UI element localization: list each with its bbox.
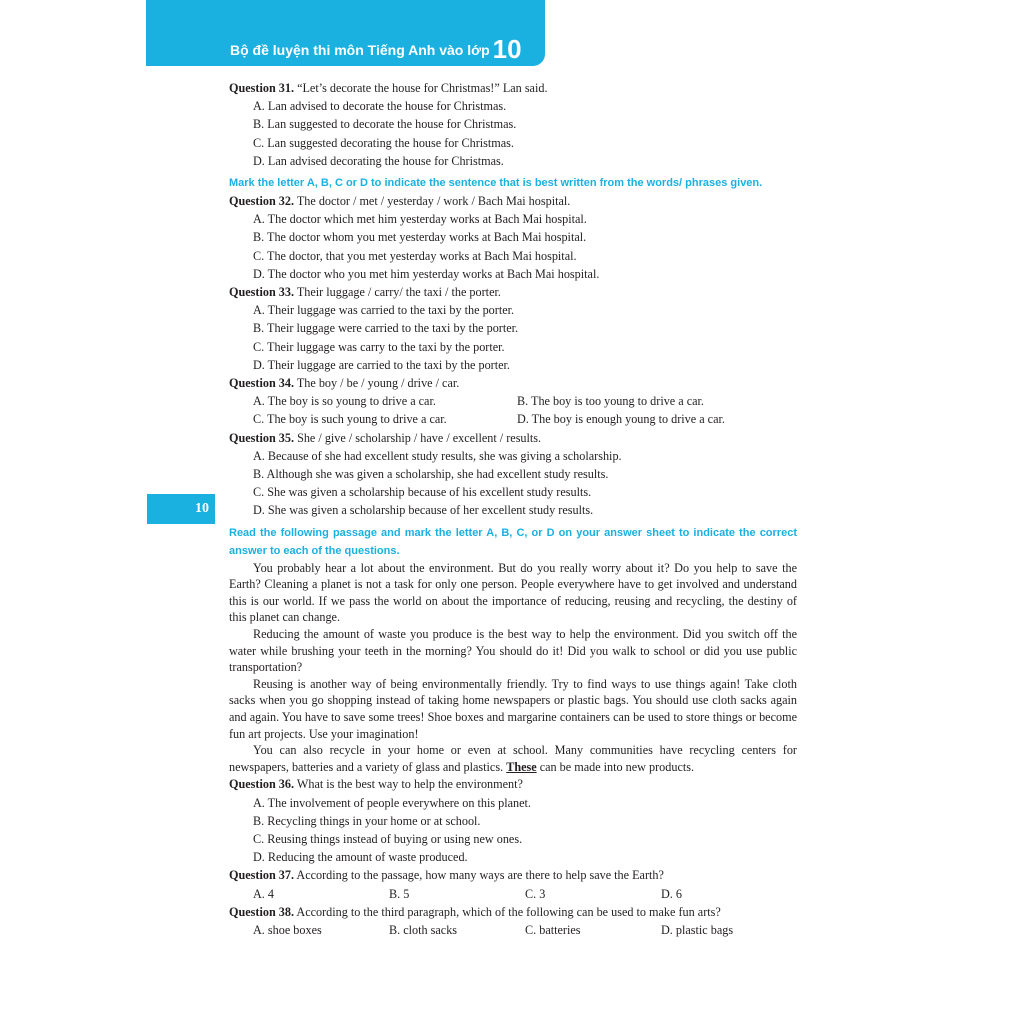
question-label: Question 36.	[229, 777, 295, 792]
option-b: B. Although she was given a scholarship, she had excellent study results.	[253, 467, 609, 482]
option-row	[229, 921, 797, 939]
option-a: A. The boy is so young to drive a car.	[253, 394, 436, 409]
option-b: B. The boy is too young to drive a car.	[517, 394, 704, 409]
page-number: 10	[195, 501, 209, 516]
option-c: C. She was given a scholarship because of his excellent study results.	[253, 485, 592, 500]
passage-paragraph-3: Reusing is another way of being environmentally friendly. Try to find ways to use things again! Take cloth sacks when you go shopping instead of taking home newspapers or plastic bags. You should use cloth sacks again and again. You have to save some trees! Shoe boxes and margarine containers can be used to store things or become fun art projects. Use your imagination!	[229, 676, 797, 741]
passage-paragraph-4	[229, 742, 797, 775]
question-37	[229, 866, 797, 884]
question-35	[229, 429, 797, 447]
book-title	[230, 34, 522, 64]
option-b: B. cloth sacks	[389, 923, 458, 938]
option-a: A. Their luggage was carried to the taxi by the porter.	[253, 303, 515, 318]
option-a: A. Because of she had excellent study results, she was giving a scholarship.	[253, 448, 622, 463]
option-d: D. 6	[661, 886, 682, 901]
question-stem: Their luggage / carry/ the taxi / the porter.	[294, 285, 501, 300]
question-36	[229, 775, 797, 793]
section-instruction-passage: Read the following passage and mark the letter A, B, C, or D on your answer sheet to indicate the correct answer to each of the questions.	[229, 526, 797, 557]
option-row	[229, 885, 797, 903]
question-stem: The boy / be / young / drive / car.	[294, 376, 460, 391]
book-title-number: 10	[492, 34, 522, 64]
option-a: A. The involvement of people everywhere on this planet.	[253, 795, 531, 810]
option-d: D. Reducing the amount of waste produced.	[253, 850, 468, 865]
question-label: Question 38.	[229, 904, 295, 919]
option-row	[229, 410, 797, 428]
option-c: C. 3	[525, 886, 546, 901]
question-label: Question 37.	[229, 868, 295, 883]
option-a: A. 4	[253, 886, 274, 901]
question-32	[229, 192, 797, 210]
option-d: D. She was given a scholarship because of her excellent study results.	[253, 503, 594, 518]
option-c: C. The boy is such young to drive a car.	[253, 412, 447, 427]
passage-paragraph-2: Reducing the amount of waste you produce is the best way to help the environment. Did you switch off the water while brushing your teeth in the morning? You should do it! Did you walk to school or did you use public transportation?	[229, 627, 797, 675]
passage-text: You can also recycle in your home or even at school. Many communities have recycling centers for newspapers, batteries and a variety of glass and plastics.	[229, 743, 797, 774]
question-stem: She / give / scholarship / have / excellent / results.	[294, 430, 542, 445]
question-stem: What is the best way to help the environment?	[294, 777, 523, 792]
option-b: B. Their luggage were carried to the taxi by the porter.	[253, 321, 519, 336]
question-34	[229, 374, 797, 392]
question-stem: According to the third paragraph, which of the following can be used to make fun arts?	[294, 904, 721, 919]
question-label: Question 33.	[229, 285, 295, 300]
question-label: Question 32.	[229, 194, 295, 209]
option-c: C. The doctor, that you met yesterday works at Bach Mai hospital.	[253, 248, 577, 263]
question-38	[229, 903, 797, 921]
page-number-tab	[147, 494, 215, 524]
option-c: C. batteries	[525, 923, 581, 938]
option-c: C. Their luggage was carry to the taxi by the porter.	[253, 339, 505, 354]
option-d: D. Their luggage are carried to the taxi by the porter.	[253, 357, 510, 372]
question-label: Question 31.	[229, 81, 295, 95]
question-label: Question 34.	[229, 376, 295, 391]
passage-text: can be made into new products.	[536, 759, 695, 774]
option-a: A. Lan advised to decorate the house for Christmas.	[253, 99, 507, 114]
section-instruction-sentences: Mark the letter A, B, C or D to indicate the sentence that is best written from the words/ phrases given.	[229, 177, 763, 190]
option-c: C. Reusing things instead of buying or using new ones.	[253, 832, 523, 846]
underlined-word: These	[506, 759, 537, 774]
option-row	[229, 392, 797, 410]
option-d: D. Lan advised decorating the house for Christmas.	[253, 153, 504, 168]
question-stem: The doctor / met / yesterday / work / Bach Mai hospital.	[294, 194, 571, 209]
option-c: C. Lan suggested decorating the house for Christmas.	[253, 135, 514, 150]
question-stem: According to the passage, how many ways are there to help save the Earth?	[294, 868, 664, 883]
option-b: B. Lan suggested to decorate the house for Christmas.	[253, 117, 517, 132]
book-title-text: Bộ đề luyện thi môn Tiếng Anh vào lớp	[230, 42, 490, 58]
option-d: D. The doctor who you met him yesterday works at Bach Mai hospital.	[253, 266, 600, 281]
option-b: B. Recycling things in your home or at school.	[253, 813, 481, 828]
passage-paragraph-1: You probably hear a lot about the environment. But do you really worry about it? Do you help to save the Earth? Cleaning a planet is not a task for only one person. People everywhere have to get involved and understand this is our world. If we pass the world on about the importance of reducing, reusing and recycling, the destiny of this planet can change.	[229, 560, 797, 625]
option-d: D. The boy is enough young to drive a car.	[517, 412, 725, 427]
option-a: A. The doctor which met him yesterday works at Bach Mai hospital.	[253, 212, 587, 227]
option-d: D. plastic bags	[661, 923, 734, 938]
option-a: A. shoe boxes	[253, 923, 322, 938]
option-b: B. 5	[389, 886, 410, 901]
question-31	[229, 79, 797, 97]
question-stem: “Let’s decorate the house for Christmas!” Lan said.	[294, 81, 548, 95]
question-33	[229, 283, 797, 301]
page-content	[229, 79, 797, 939]
option-b: B. The doctor whom you met yesterday works at Bach Mai hospital.	[253, 230, 587, 245]
question-label: Question 35.	[229, 430, 295, 445]
